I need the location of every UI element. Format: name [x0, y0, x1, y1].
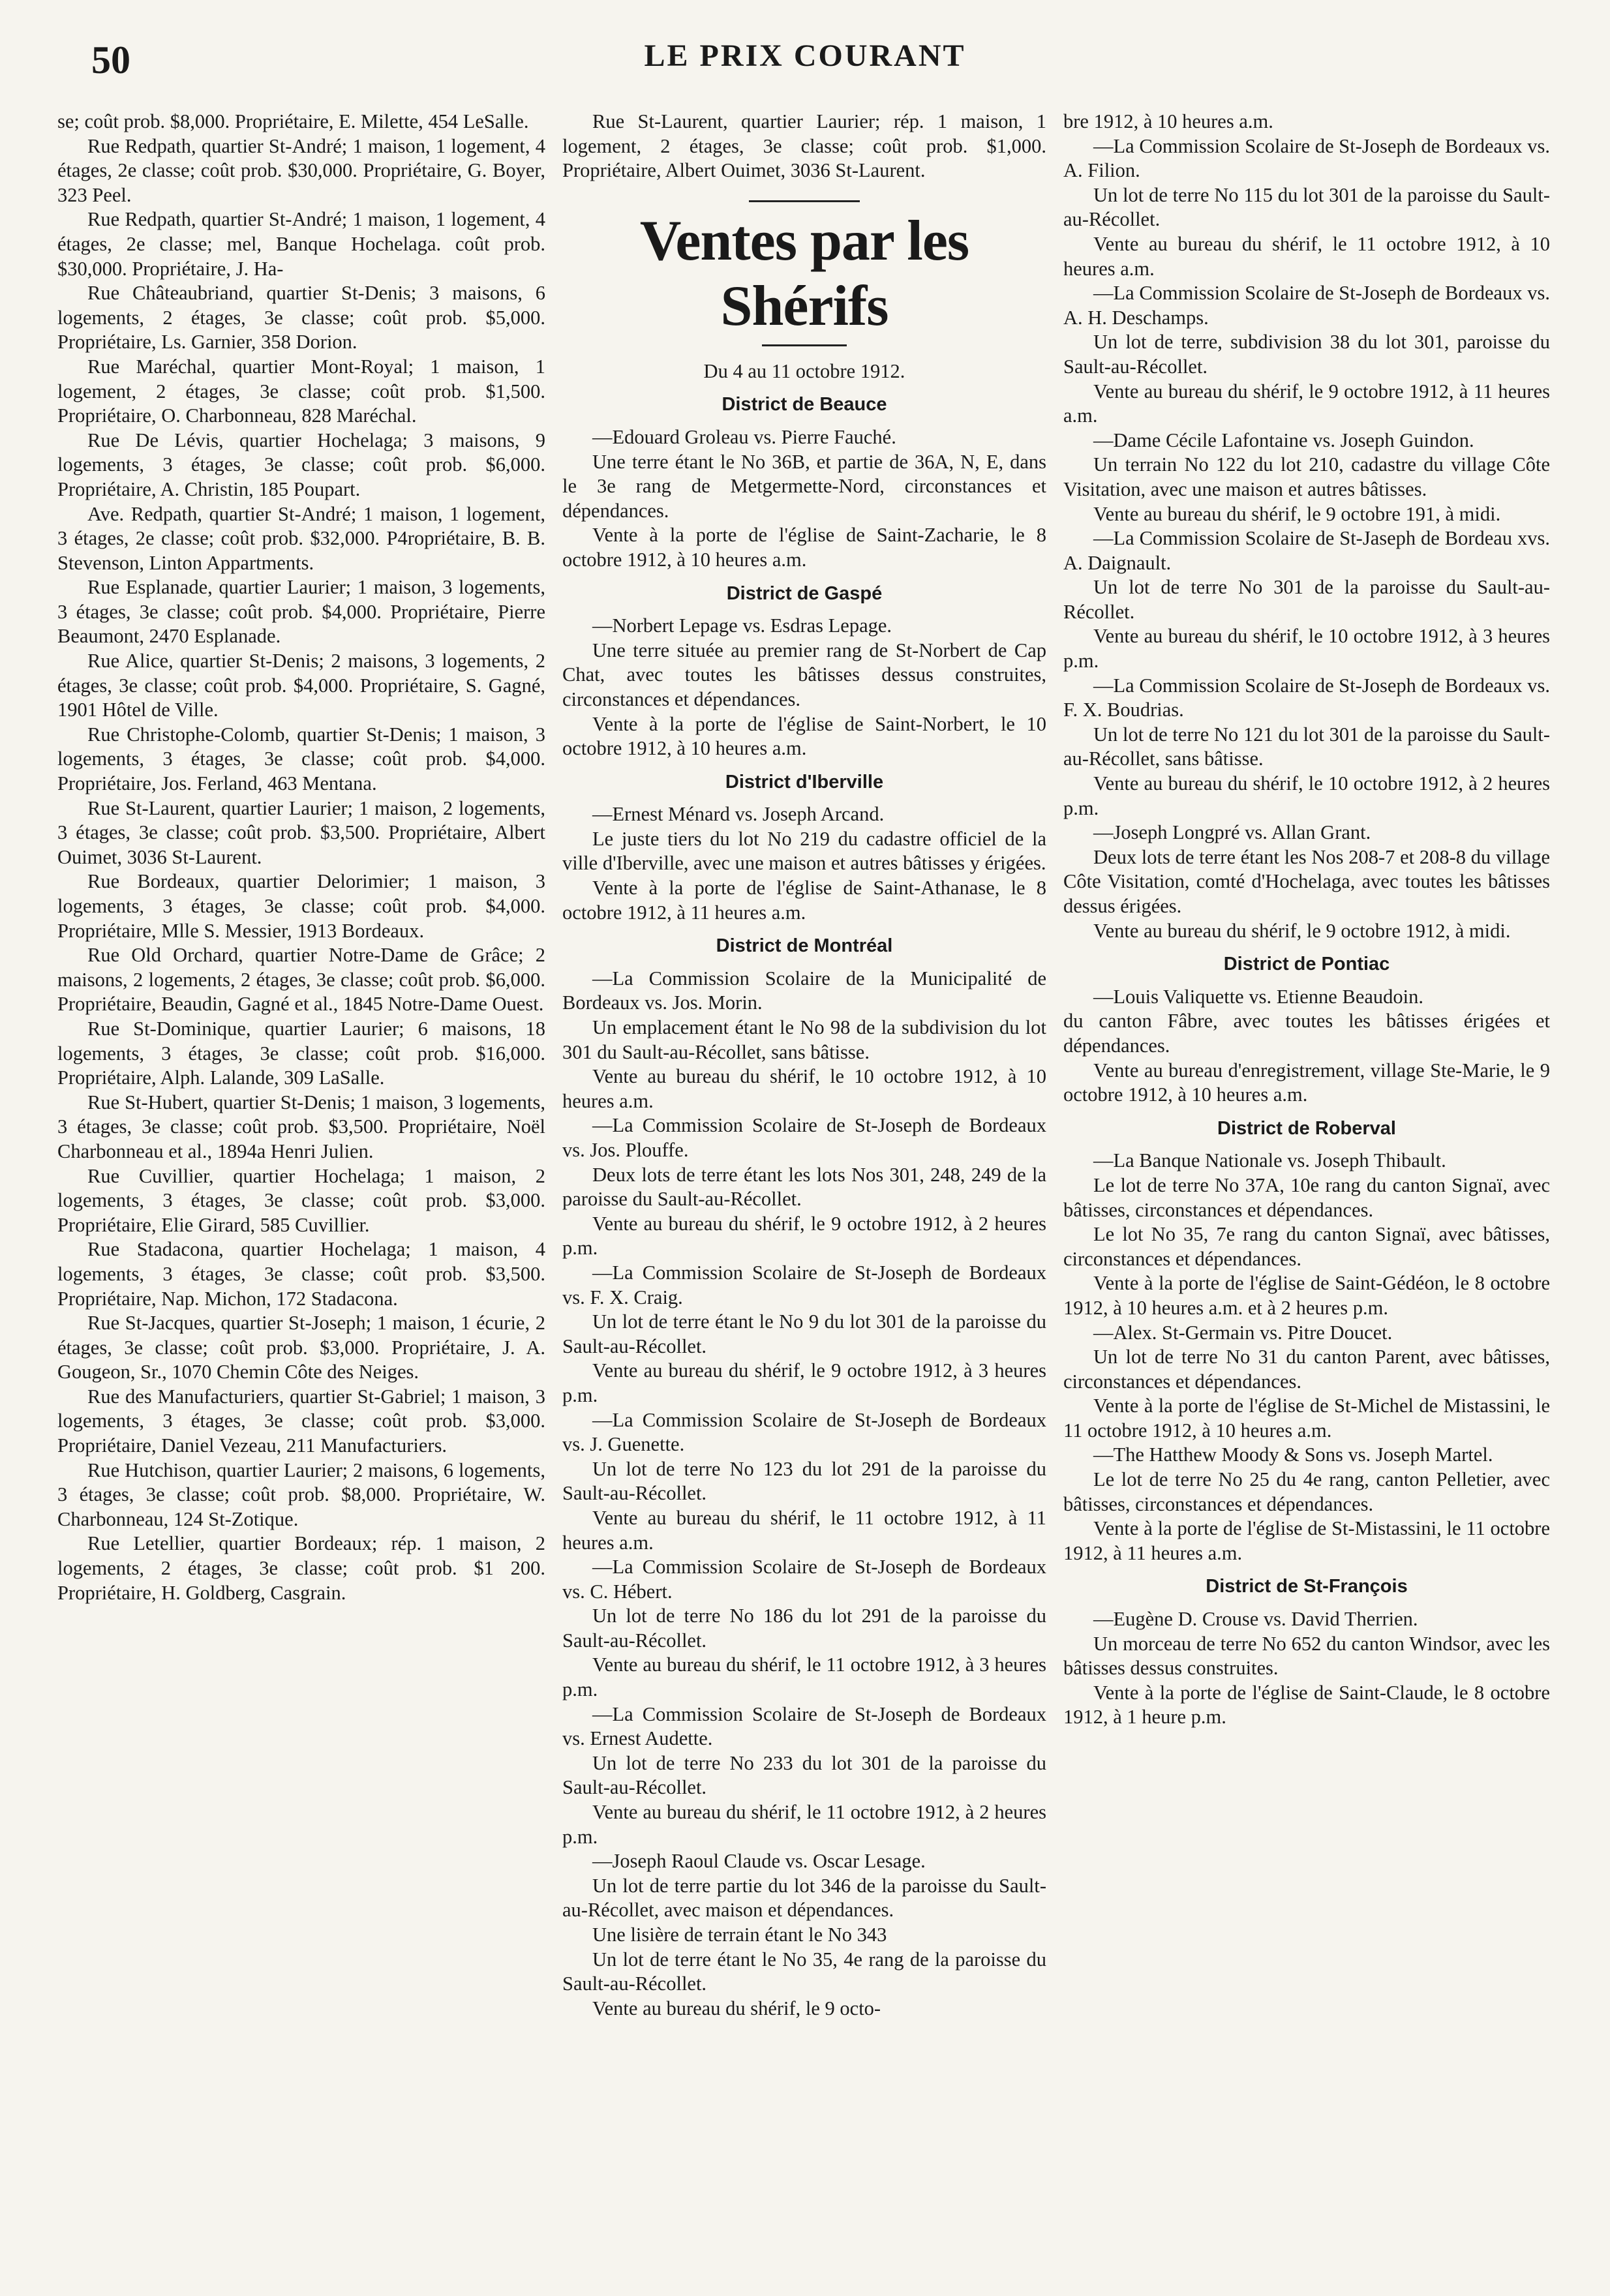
- column-2: [562, 110, 1046, 2021]
- paragraph: Rue Esplanade, quartier Laurier; 1 maison, 3 logements, 3 étages, 3e classe; coût prob. $4,000. Propriétaire, Pierre Beaumont, 2470 Esplanade.: [57, 576, 545, 648]
- paragraph: —Alex. St-Germain vs. Pitre Doucet.: [1093, 1321, 1393, 1344]
- paragraph: —Joseph Longpré vs. Allan Grant.: [1093, 821, 1371, 844]
- paragraph: —La Commission Scolaire de St-Joseph de Bordeaux vs. A. Filion.: [1063, 134, 1550, 182]
- paragraph: Un lot de terre No 301 de la paroisse du Sault-au-Récollet.: [1063, 576, 1550, 623]
- paragraph: Vente au bureau du shérif, le 9 octobre 1912, à 2 heures p.m.: [562, 1212, 1046, 1260]
- paragraph: Un lot de terre No 121 du lot 301 de la paroisse du Sault-au-Récollet, sans bâtisse.: [1063, 723, 1550, 770]
- paragraph: Ave. Redpath, quartier St-André; 1 maison, 1 logement, 3 étages, 2e classe; coût prob. $32,000. P4ropriétaire, B. B. Stevenson, Linton Appartments.: [57, 502, 545, 574]
- paragraph: Un lot de terre étant le No 9 du lot 301 de la paroisse du Sault-au-Récollet.: [562, 1310, 1046, 1357]
- paragraph: Le lot de terre No 25 du 4e rang, canton Pelletier, avec bâtisses, circonstances et dépendances.: [1063, 1468, 1550, 1515]
- paragraph: Deux lots de terre étant les Nos 208-7 et 208-8 du village Côte Visitation, comté d'Hochelaga, avec toutes les bâtisses dessus érigées.: [1063, 845, 1550, 917]
- paragraph: Vente à la porte de l'église de Saint-Norbert, le 10 octobre 1912, à 10 heures a.m.: [562, 712, 1046, 760]
- paragraph: Vente à la porte de l'église de Saint-Gédéon, le 8 octobre 1912, à 10 heures a.m. et à 2 heures p.m.: [1063, 1272, 1550, 1319]
- paragraph: Vente à la porte de l'église de St-Mistassini, le 11 octobre 1912, à 11 heures a.m.: [1063, 1517, 1550, 1564]
- paragraph: Un emplacement étant le No 98 de la subdivision du lot 301 du Sault-au-Récollet, sans bâtisse.: [562, 1016, 1046, 1063]
- paragraph: —La Commission Scolaire de la Municipalité de Bordeaux vs. Jos. Morin.: [562, 967, 1046, 1014]
- paragraph: Un lot de terre No 186 du lot 291 de la paroisse du Sault-au-Récollet.: [562, 1605, 1046, 1652]
- paragraph: Vente au bureau du shérif, le 11 octobre 1912, à 2 heures p.m.: [562, 1801, 1046, 1848]
- paragraph: Un lot de terre No 123 du lot 291 de la paroisse du Sault-au-Récollet.: [562, 1457, 1046, 1505]
- paragraph: Rue St-Jacques, quartier St-Joseph; 1 maison, 1 écurie, 2 étages, 3e classe; coût prob. $3,000. Propriétaire, J. A. Gougeon, Sr., 1070 Chemin Côte des Neiges.: [57, 1312, 545, 1383]
- paragraph: Un lot de terre, subdivision 38 du lot 301, paroisse du Sault-au-Récollet.: [1063, 331, 1550, 378]
- paragraph: —The Hatthew Moody & Sons vs. Joseph Martel.: [1093, 1443, 1493, 1466]
- paragraph: bre 1912, à 10 heures a.m.: [1063, 110, 1273, 132]
- paragraph: Un lot de terre No 233 du lot 301 de la paroisse du Sault-au-Récollet.: [562, 1751, 1046, 1799]
- paragraph: Vente à la porte de l'église de Saint-Claude, le 8 octobre 1912, à 1 heure p.m.: [1063, 1681, 1550, 1729]
- paragraph: Rue St-Dominique, quartier Laurier; 6 maisons, 18 logements, 3 étages, 3e classe; coût prob. $16,000. Propriétaire, Alph. Lalande, 309 LaSalle.: [57, 1017, 545, 1089]
- paragraph: Le lot de terre No 37A, 10e rang du canton Signaï, avec bâtisses, circonstances et dépendances.: [1063, 1173, 1550, 1221]
- paragraph: Vente au bureau d'enregistrement, village Ste-Marie, le 9 octobre 1912, à 10 heures a.m.: [1063, 1059, 1550, 1106]
- paragraph: Rue St-Laurent, quartier Laurier; 1 maison, 2 logements, 3 étages, 3e classe; coût prob. $3,500. Propriétaire, Albert Ouimet, 3036 St-Laurent.: [57, 796, 545, 868]
- section-title: Ventes par les Shérifs: [639, 209, 969, 338]
- district-heading: District de St-François: [1206, 1576, 1408, 1597]
- paragraph: Deux lots de terre étant les lots Nos 301, 248, 249 de la paroisse du Sault-au-Récollet.: [562, 1163, 1046, 1211]
- paragraph: Un morceau de terre No 652 du canton Windsor, avec les bâtisses dessus construites.: [1063, 1632, 1550, 1680]
- paragraph: Un lot de terre No 31 du canton Parent, avec bâtisses, circonstances et dépendances.: [1063, 1346, 1550, 1393]
- paragraph: Une terre située au premier rang de St-Norbert de Cap Chat, avec toutes les bâtisses dessus construites, circonstances et dépendances.: [562, 639, 1046, 710]
- paragraph: Une lisière de terrain étant le No 343: [592, 1924, 887, 1946]
- district-heading: District d'Iberville: [725, 771, 884, 793]
- paragraph: Rue Stadacona, quartier Hochelaga; 1 maison, 4 logements, 3 étages, 3e classe; coût prob. $3,500. Propriétaire, Nap. Michon, 172 Stadacona.: [57, 1238, 545, 1310]
- paragraph: Rue De Lévis, quartier Hochelaga; 3 maisons, 9 logements, 3 étages, 3e classe; coût prob. $6,000. Propriétaire, A. Christin, 185 Poupart.: [57, 429, 545, 500]
- divider: [762, 344, 847, 346]
- paragraph: Vente au bureau du shérif, le 10 octobre 1912, à 2 heures p.m.: [1063, 772, 1550, 819]
- paragraph: Vente au bureau du shérif, le 11 octobre 1912, à 3 heures p.m.: [562, 1654, 1046, 1701]
- paragraph: Rue Redpath, quartier St-André; 1 maison, 1 logement, 4 étages, 2e classe; coût prob. $30,000. Propriétaire, G. Boyer, 323 Peel.: [57, 134, 545, 206]
- paragraph: —La Commission Scolaire de St-Joseph de Bordeaux vs. Jos. Plouffe.: [562, 1114, 1046, 1161]
- paragraph: —La Commission Scolaire de St-Joseph de Bordeaux vs. Ernest Audette.: [562, 1702, 1046, 1750]
- paragraph: Une terre étant le No 36B, et partie de 36A, N, E, dans le 3e rang de Metgermette-Nord, circonstances et dépendances.: [562, 450, 1046, 522]
- column-3: [1063, 110, 1550, 1730]
- paragraph: Rue Châteaubriand, quartier St-Denis; 3 maisons, 6 logements, 2 étages, 3e classe; coût prob. $5,000. Propriétaire, Ls. Garnier, 358 Dorion.: [57, 282, 545, 354]
- paragraph: —Edouard Groleau vs. Pierre Fauché.: [592, 425, 896, 448]
- paragraph: Vente à la porte de l'église de Saint-Athanase, le 8 octobre 1912, à 11 heures a.m.: [562, 877, 1046, 924]
- paragraph: Vente au bureau du shérif, le 10 octobre 1912, à 10 heures a.m.: [562, 1065, 1046, 1112]
- paragraph: —Dame Cécile Lafontaine vs. Joseph Guindon.: [1093, 429, 1474, 451]
- paragraph: —La Commission Scolaire de St-Joseph de Bordeaux vs. F. X. Boudrias.: [1063, 674, 1550, 721]
- paragraph: Rue St-Laurent, quartier Laurier; rép. 1 maison, 1 logement, 2 étages, 3e classe; coût prob. $1,000. Propriétaire, Albert Ouimet, 3036 St-Laurent.: [562, 110, 1046, 182]
- paragraph: Rue Redpath, quartier St-André; 1 maison, 1 logement, 4 étages, 2e classe; mel, Banque Hochelaga. coût prob. $30,000. Propriétaire, J. Ha-: [57, 208, 545, 280]
- paragraph: Vente à la porte de l'église de St-Michel de Mistassini, le 11 octobre 1912, à 10 heures a.m.: [1063, 1395, 1550, 1442]
- paragraph: Vente au bureau du shérif, le 10 octobre 1912, à 3 heures p.m.: [1063, 625, 1550, 672]
- paragraph: Un lot de terre étant le No 35, 4e rang de la paroisse du Sault-au-Récollet.: [562, 1948, 1046, 1995]
- district-heading: District de Beauce: [721, 394, 887, 415]
- paragraph: Rue Hutchison, quartier Laurier; 2 maisons, 6 logements, 3 étages, 3e classe; coût prob. $8,000. Propriétaire, W. Charbonneau, 124 St-Zotique.: [57, 1458, 545, 1530]
- page-number: 50: [91, 38, 130, 82]
- paragraph: —Eugène D. Crouse vs. David Therrien.: [1093, 1608, 1418, 1631]
- paragraph: Rue St-Hubert, quartier St-Denis; 1 maison, 3 logements, 3 étages, 3e classe; coût prob. $3,500. Propriétaire, Noël Charbonneau et al., 1894a Henri Julien.: [57, 1091, 545, 1162]
- paragraph: Vente à la porte de l'église de Saint-Zacharie, le 8 octobre 1912, à 10 heures a.m.: [562, 524, 1046, 571]
- district-heading: District de Gaspé: [726, 582, 883, 604]
- divider: [749, 200, 860, 202]
- paragraph: —Louis Valiquette vs. Etienne Beaudoin.: [1093, 985, 1423, 1008]
- paragraph: Rue Maréchal, quartier Mont-Royal; 1 maison, 1 logement, 2 étages, 3e classe; coût prob. $1,500. Propriétaire, O. Charbonneau, 828 Maréchal.: [57, 355, 545, 427]
- paragraph: Vente au bureau du shérif, le 9 octobre 1912, à midi.: [1093, 919, 1511, 942]
- paragraph: —La Commission Scolaire de St-Joseph de Bordeaux vs. C. Hébert.: [562, 1556, 1046, 1603]
- paragraph: Le lot No 35, 7e rang du canton Signaï, avec bâtisses, circonstances et dépendances.: [1063, 1223, 1550, 1270]
- paragraph: Rue Bordeaux, quartier Delorimier; 1 maison, 3 logements, 3 étages, 3e classe; coût prob. $4,000. Propriétaire, Mlle S. Messier, 1913 Bordeaux.: [57, 870, 545, 942]
- paragraph: Vente au bureau du shérif, le 9 octobre 1912, à 11 heures a.m.: [1063, 380, 1550, 427]
- paragraph: Vente au bureau du shérif, le 11 octobre 1912, à 11 heures a.m.: [562, 1506, 1046, 1554]
- paragraph: Vente au bureau du shérif, le 11 octobre 1912, à 10 heures a.m.: [1063, 232, 1550, 280]
- paragraph: Un lot de terre No 115 du lot 301 de la paroisse du Sault-au-Récollet.: [1063, 183, 1550, 231]
- paragraph: Rue Cuvillier, quartier Hochelaga; 1 maison, 2 logements, 3 étages, 3e classe; coût prob. $3,000. Propriétaire, Elie Girard, 585 Cuvillier.: [57, 1164, 545, 1236]
- paragraph: Rue des Manufacturiers, quartier St-Gabriel; 1 maison, 3 logements, 3 étages, 3e classe; coût prob. $3,000. Propriétaire, Daniel Vezeau, 211 Manufacturiers.: [57, 1385, 545, 1457]
- district-heading: District de Roberval: [1217, 1117, 1396, 1139]
- paragraph: Vente au bureau du shérif, le 9 octo-: [592, 1997, 881, 2019]
- column-1: [57, 110, 545, 1605]
- district-heading: District de Montréal: [716, 935, 893, 957]
- paragraph: —La Commission Scolaire de St-Jaseph de Bordeau xvs. A. Daignault.: [1063, 527, 1550, 574]
- paragraph: Un terrain No 122 du lot 210, cadastre du village Côte Visitation, avec une maison et autres bâtisses.: [1063, 453, 1550, 500]
- paragraph: —La Banque Nationale vs. Joseph Thibault.: [1093, 1149, 1446, 1172]
- paragraph: —La Commission Scolaire de St-Joseph de Bordeaux vs. A. H. Deschamps.: [1063, 282, 1550, 329]
- paragraph: Vente au bureau du shérif, le 9 octobre 191, à midi.: [1093, 502, 1501, 525]
- paragraph: du canton Fâbre, avec toutes les bâtisses érigées et dépendances.: [1063, 1010, 1550, 1057]
- paragraph: Rue Letellier, quartier Bordeaux; rép. 1 maison, 2 logements, 2 étages, 3e classe; coût prob. $1 200. Propriétaire, H. Goldberg, Casgrain.: [57, 1532, 545, 1604]
- paragraph: Rue Alice, quartier St-Denis; 2 maisons, 3 logements, 2 étages, 3e classe; coût prob. $4,000. Propriétaire, S. Gagné, 1901 Hôtel de Ville.: [57, 650, 545, 721]
- paragraph: Vente au bureau du shérif, le 9 octobre 1912, à 3 heures p.m.: [562, 1359, 1046, 1406]
- paragraph: —La Commission Scolaire de St-Joseph de Bordeaux vs. J. Guenette.: [562, 1408, 1046, 1456]
- paragraph: —Joseph Raoul Claude vs. Oscar Lesage.: [592, 1850, 926, 1873]
- paragraph: Rue Christophe-Colomb, quartier St-Denis; 1 maison, 3 logements, 3 étages, 3e classe; coût prob. $4,000. Propriétaire, Jos. Ferland, 463 Mentana.: [57, 723, 545, 795]
- paragraph: Rue Old Orchard, quartier Notre-Dame de Grâce; 2 maisons, 2 logements, 2 étages, 3e classe; coût prob. $6,000. Propriétaire, Beaudin, Gagné et al., 1845 Notre-Dame Ouest.: [57, 944, 545, 1016]
- paragraph: —La Commission Scolaire de St-Joseph de Bordeaux vs. F. X. Craig.: [562, 1261, 1046, 1308]
- running-head: LE PRIX COURANT: [644, 38, 966, 73]
- district-heading: District de Pontiac: [1223, 954, 1390, 975]
- paragraph: se; coût prob. $8,000. Propriétaire, E. Milette, 454 LeSalle.: [57, 110, 529, 132]
- paragraph: —Norbert Lepage vs. Esdras Lepage.: [592, 614, 892, 637]
- paragraph: Le juste tiers du lot No 219 du cadastre officiel de la ville d'Iberville, avec une maison et autres bâtisses y érigées.: [562, 827, 1046, 875]
- paragraph: Un lot de terre partie du lot 346 de la paroisse du Sault-au-Récollet, avec maison et dépendances.: [562, 1874, 1046, 1922]
- date-line: Du 4 au 11 octobre 1912.: [703, 359, 905, 382]
- paragraph: —Ernest Ménard vs. Joseph Arcand.: [592, 803, 885, 826]
